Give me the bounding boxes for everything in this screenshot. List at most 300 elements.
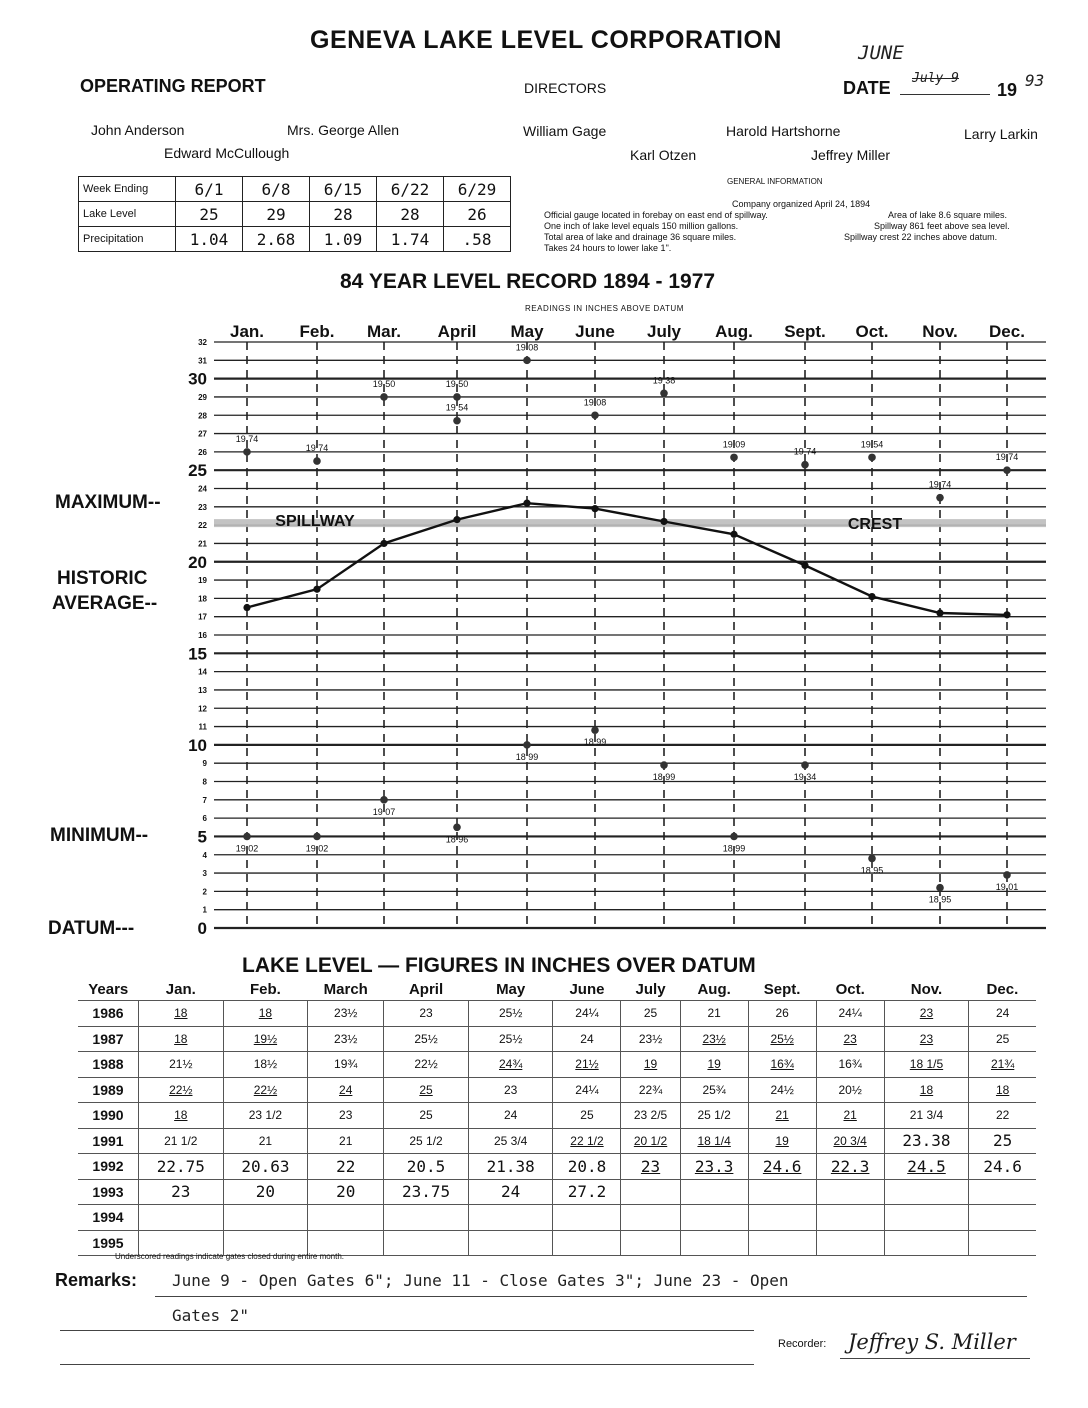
y-tick-label: 25 bbox=[188, 461, 207, 481]
y-tick-label: 12 bbox=[198, 704, 207, 714]
level-cell: 23.3 bbox=[680, 1154, 748, 1180]
level-cell: 23 bbox=[468, 1077, 553, 1103]
level-cell: 24½ bbox=[748, 1077, 816, 1103]
lake-level-cell: 29 bbox=[243, 202, 310, 227]
maximum-record-year: 19 74 bbox=[995, 452, 1019, 463]
minimum-record-point bbox=[730, 833, 738, 841]
lake-level-cell: 28 bbox=[310, 202, 377, 227]
years-header: Years bbox=[88, 980, 129, 998]
row-label: Week Ending bbox=[79, 177, 176, 202]
month-tick-label: Jan. bbox=[229, 322, 265, 341]
level-cell: 24¼ bbox=[553, 1001, 621, 1027]
general-info-line: Takes 24 hours to lower lake 1". bbox=[544, 243, 672, 253]
level-cell: 21 3/4 bbox=[884, 1103, 969, 1129]
level-cell: 18 1/4 bbox=[680, 1128, 748, 1154]
level-cell: 22½ bbox=[384, 1052, 469, 1078]
level-cell bbox=[816, 1230, 884, 1256]
year-cell: 1991 bbox=[78, 1128, 139, 1154]
average-point bbox=[1003, 611, 1010, 618]
month-header: Nov. bbox=[910, 980, 943, 998]
level-cell: 25 1/2 bbox=[680, 1103, 748, 1129]
director-name: Harold Hartshorne bbox=[726, 123, 841, 139]
maximum-record-year: 19 50 bbox=[445, 378, 469, 389]
y-tick-label: 28 bbox=[198, 411, 207, 421]
recorder-label: Recorder: bbox=[778, 1338, 827, 1350]
lake-level-table bbox=[78, 978, 1036, 1256]
maximum-record-point bbox=[936, 494, 944, 502]
average-point bbox=[660, 518, 667, 525]
level-cell bbox=[816, 1179, 884, 1205]
minimum-record-year: 18 95 bbox=[860, 865, 884, 876]
week-ending-cell: 6/15 bbox=[310, 177, 377, 202]
minimum-record-point bbox=[523, 741, 531, 749]
month-tick-label: Mar. bbox=[366, 322, 402, 341]
level-cell: 18 bbox=[139, 1001, 224, 1027]
year-cell: 1987 bbox=[78, 1026, 139, 1052]
average-point bbox=[243, 604, 250, 611]
level-cell: 21½ bbox=[139, 1052, 224, 1078]
lake-level-row bbox=[78, 1026, 1036, 1052]
level-cell: 19¾ bbox=[308, 1052, 384, 1078]
precipitation-cell: 1.09 bbox=[310, 227, 377, 252]
minimum-record-point bbox=[591, 726, 599, 734]
level-cell: 22½ bbox=[139, 1077, 224, 1103]
level-cell bbox=[969, 1205, 1036, 1231]
general-info-heading: GENERAL INFORMATION bbox=[727, 177, 823, 186]
maximum-record-year: 19 54 bbox=[445, 402, 469, 413]
level-cell: 25½ bbox=[748, 1026, 816, 1052]
month-tick-label: Feb. bbox=[299, 322, 335, 341]
lake-level-row bbox=[78, 1154, 1036, 1180]
maximum-record-year: 19 08 bbox=[515, 342, 539, 353]
month-header: Feb. bbox=[249, 980, 281, 998]
precipitation-cell: 1.04 bbox=[176, 227, 243, 252]
month-tick-label: April bbox=[437, 322, 477, 341]
recorder-signature: Jeffrey S. Miller bbox=[848, 1330, 1016, 1354]
remarks-rule bbox=[155, 1296, 1027, 1297]
level-cell: 27.2 bbox=[553, 1179, 621, 1205]
maximum-record-point bbox=[1003, 466, 1011, 474]
year-cell: 1993 bbox=[78, 1179, 139, 1205]
general-info-line: Company organized April 24, 1894 bbox=[732, 199, 871, 209]
level-cell bbox=[748, 1230, 816, 1256]
level-cell: 23½ bbox=[308, 1026, 384, 1052]
year-cell: 1992 bbox=[78, 1154, 139, 1180]
level-cell bbox=[223, 1205, 308, 1231]
maximum-record-point bbox=[380, 393, 388, 401]
minimum-record-year: 19 02 bbox=[305, 843, 329, 854]
y-tick-label: 0 bbox=[197, 919, 207, 938]
general-info-line: Area of lake 8.6 square miles. bbox=[888, 210, 1008, 220]
level-cell: 24.6 bbox=[748, 1154, 816, 1180]
level-cell bbox=[468, 1230, 553, 1256]
maximum-record-point bbox=[660, 389, 668, 397]
average-point bbox=[868, 593, 875, 600]
date-year: 93 bbox=[1025, 71, 1045, 90]
minimum-record-point bbox=[1003, 871, 1011, 879]
date-year-prefix: 19 bbox=[997, 80, 1018, 100]
month-header: Sept. bbox=[763, 980, 801, 998]
y-tick-label: 24 bbox=[198, 484, 207, 494]
level-cell: 18 bbox=[884, 1077, 969, 1103]
director-name: John Anderson bbox=[91, 122, 185, 138]
y-tick-label: 6 bbox=[202, 814, 207, 824]
maximum-record-point bbox=[313, 457, 321, 465]
minimum-record-year: 18 95 bbox=[928, 894, 952, 905]
level-cell: 25¾ bbox=[680, 1077, 748, 1103]
chart-title: 84 YEAR LEVEL RECORD 1894 - 1977 bbox=[340, 270, 716, 293]
precipitation-cell: .58 bbox=[444, 227, 511, 252]
level-cell: 25 bbox=[553, 1103, 621, 1129]
level-cell: 25 bbox=[384, 1077, 469, 1103]
level-cell bbox=[680, 1179, 748, 1205]
lake-level-footnote: Underscored readings indicate gates closed during entire month. bbox=[115, 1252, 345, 1261]
level-cell bbox=[969, 1230, 1036, 1256]
month-header: Aug. bbox=[697, 980, 731, 998]
level-cell bbox=[680, 1205, 748, 1231]
level-cell: 18 bbox=[969, 1077, 1036, 1103]
crest-label: CREST bbox=[847, 516, 903, 534]
level-cell: 20.63 bbox=[223, 1154, 308, 1180]
y-tick-label: 19 bbox=[198, 576, 207, 586]
maximum-record-year: 19 74 bbox=[793, 446, 817, 457]
level-cell: 25½ bbox=[468, 1026, 553, 1052]
level-cell: 22.75 bbox=[139, 1154, 224, 1180]
level-cell: 19 bbox=[748, 1128, 816, 1154]
director-name: Karl Otzen bbox=[630, 147, 697, 163]
week-ending-cell: 6/1 bbox=[176, 177, 243, 202]
lake-level-row bbox=[78, 1103, 1036, 1129]
month-header: March bbox=[323, 980, 368, 998]
minimum-record-year: 18 96 bbox=[445, 834, 469, 845]
month-header: Oct. bbox=[835, 980, 865, 998]
month-header: June bbox=[569, 980, 605, 998]
level-cell: 18 bbox=[223, 1001, 308, 1027]
level-cell: 18 bbox=[139, 1103, 224, 1129]
level-cell: 24 bbox=[308, 1077, 384, 1103]
level-cell: 23½ bbox=[308, 1001, 384, 1027]
y-tick-label: 29 bbox=[198, 392, 207, 402]
average-point bbox=[936, 609, 943, 616]
level-cell: 22½ bbox=[223, 1077, 308, 1103]
lake-level-title: LAKE LEVEL — FIGURES IN INCHES OVER DATUM bbox=[242, 954, 756, 977]
month-tick-label: Oct. bbox=[855, 322, 889, 341]
y-tick-label: 4 bbox=[202, 850, 207, 860]
minimum-label: MINIMUM-- bbox=[50, 825, 149, 846]
level-cell: 24.6 bbox=[969, 1154, 1036, 1180]
level-cell: 21 bbox=[680, 1001, 748, 1027]
month-header: April bbox=[408, 980, 444, 998]
level-cell: 19 bbox=[680, 1052, 748, 1078]
y-tick-label: 8 bbox=[202, 777, 207, 787]
level-cell bbox=[384, 1205, 469, 1231]
level-cell: 20.8 bbox=[553, 1154, 621, 1180]
level-cell: 23 bbox=[816, 1026, 884, 1052]
year-cell: 1989 bbox=[78, 1077, 139, 1103]
year-cell: 1994 bbox=[78, 1205, 139, 1231]
level-cell: 23 bbox=[308, 1103, 384, 1129]
year-cell: 1990 bbox=[78, 1103, 139, 1129]
maximum-record-year: 19 74 bbox=[235, 433, 259, 444]
level-cell bbox=[621, 1179, 680, 1205]
average-point bbox=[523, 500, 530, 507]
date-month-crossed-out: July 9 bbox=[912, 71, 959, 86]
average-point bbox=[591, 505, 598, 512]
maximum-record-point bbox=[453, 417, 461, 425]
level-cell bbox=[969, 1179, 1036, 1205]
signature-rule bbox=[840, 1358, 1030, 1359]
level-cell: 19½ bbox=[223, 1026, 308, 1052]
minimum-record-point bbox=[380, 796, 388, 804]
lake-level-row bbox=[78, 1077, 1036, 1103]
level-cell bbox=[680, 1230, 748, 1256]
y-tick-label: 18 bbox=[198, 594, 207, 604]
level-cell bbox=[553, 1205, 621, 1231]
director-name: Edward McCullough bbox=[164, 145, 290, 161]
director-name: Larry Larkin bbox=[964, 126, 1038, 142]
lake-level-cell: 28 bbox=[377, 202, 444, 227]
maximum-record-point bbox=[868, 454, 876, 462]
y-tick-label: 22 bbox=[198, 521, 207, 531]
y-tick-label: 26 bbox=[198, 447, 207, 457]
level-cell: 18½ bbox=[223, 1052, 308, 1078]
general-info-line: Official gauge located in forebay on east end of spillway. bbox=[544, 210, 768, 220]
y-tick-label: 31 bbox=[198, 356, 207, 366]
level-cell bbox=[621, 1205, 680, 1231]
remarks-rule bbox=[60, 1364, 754, 1365]
general-info-line: Spillway crest 22 inches above datum. bbox=[844, 232, 998, 242]
general-info-line: Total area of lake and drainage 36 square miles. bbox=[544, 232, 737, 242]
maximum-record-year: 19 74 bbox=[928, 479, 952, 490]
maximum-record-point bbox=[730, 454, 738, 462]
month-header: Jan. bbox=[165, 980, 196, 998]
historic-label: HISTORIC bbox=[57, 568, 148, 589]
y-tick-label: 27 bbox=[198, 429, 207, 439]
date-month-handwritten: JUNE bbox=[858, 42, 904, 64]
spillway-label: SPILLWAY bbox=[275, 513, 355, 531]
y-tick-label: 3 bbox=[202, 869, 207, 879]
level-cell: 22 bbox=[969, 1103, 1036, 1129]
level-cell bbox=[468, 1205, 553, 1231]
level-cell: 22 bbox=[308, 1154, 384, 1180]
level-cell: 21 bbox=[816, 1103, 884, 1129]
y-tick-label: 1 bbox=[202, 905, 207, 915]
level-cell: 23 bbox=[139, 1179, 224, 1205]
remarks-label: Remarks: bbox=[55, 1270, 138, 1290]
precipitation-cell: 1.74 bbox=[377, 227, 444, 252]
level-cell: 26 bbox=[748, 1001, 816, 1027]
level-cell: 23 bbox=[621, 1154, 680, 1180]
level-cell: 24.5 bbox=[884, 1154, 969, 1180]
y-tick-label: 16 bbox=[198, 631, 207, 640]
level-cell: 18 bbox=[139, 1026, 224, 1052]
maximum-label: MAXIMUM-- bbox=[55, 492, 161, 513]
level-cell bbox=[884, 1230, 969, 1256]
level-cell: 21¾ bbox=[969, 1052, 1036, 1078]
level-cell: 22 1/2 bbox=[553, 1128, 621, 1154]
level-cell bbox=[621, 1230, 680, 1256]
level-cell: 23 bbox=[884, 1026, 969, 1052]
level-cell: 22.3 bbox=[816, 1154, 884, 1180]
level-cell: 16¾ bbox=[816, 1052, 884, 1078]
level-cell bbox=[748, 1205, 816, 1231]
average-label: AVERAGE-- bbox=[52, 593, 158, 614]
lake-level-cell: 26 bbox=[444, 202, 511, 227]
level-cell: 20½ bbox=[816, 1077, 884, 1103]
level-cell: 24¼ bbox=[553, 1077, 621, 1103]
minimum-record-year: 18 99 bbox=[515, 751, 539, 762]
general-info-line: One inch of lake level equals 150 million gallons. bbox=[544, 221, 739, 231]
lake-level-row bbox=[78, 1052, 1036, 1078]
average-point bbox=[453, 516, 460, 523]
level-cell: 21 bbox=[308, 1128, 384, 1154]
level-cell: 23 bbox=[384, 1001, 469, 1027]
y-tick-label: 13 bbox=[198, 685, 207, 695]
lake-level-cell: 25 bbox=[176, 202, 243, 227]
report-title: OPERATING REPORT bbox=[80, 76, 266, 96]
minimum-record-point bbox=[243, 833, 251, 841]
level-cell: 19 bbox=[621, 1052, 680, 1078]
remarks-line-2: Gates 2" bbox=[172, 1306, 250, 1325]
average-point bbox=[380, 540, 387, 547]
week-ending-cell: 6/22 bbox=[377, 177, 444, 202]
y-tick-label: 10 bbox=[188, 735, 207, 755]
minimum-record-year: 18 99 bbox=[583, 737, 607, 748]
y-tick-label: 14 bbox=[198, 667, 207, 677]
maximum-record-year: 19 09 bbox=[722, 439, 746, 450]
y-tick-label: 9 bbox=[202, 759, 207, 769]
maximum-record-year: 19 54 bbox=[860, 439, 884, 450]
minimum-record-point bbox=[453, 823, 461, 831]
level-cell: 25½ bbox=[384, 1026, 469, 1052]
lake-level-row bbox=[78, 1179, 1036, 1205]
minimum-record-point bbox=[868, 855, 876, 863]
month-tick-label: Sept. bbox=[784, 322, 826, 341]
maximum-record-point bbox=[453, 393, 461, 401]
level-cell: 24¾ bbox=[468, 1052, 553, 1078]
y-tick-label: 21 bbox=[198, 539, 207, 549]
level-cell: 20 3/4 bbox=[816, 1128, 884, 1154]
level-cell bbox=[139, 1205, 224, 1231]
level-cell: 24 bbox=[468, 1103, 553, 1129]
minimum-record-year: 19 02 bbox=[235, 843, 259, 854]
y-tick-label: 17 bbox=[198, 612, 207, 622]
average-point bbox=[801, 562, 808, 569]
level-cell: 25 bbox=[621, 1001, 680, 1027]
level-cell: 25 bbox=[969, 1026, 1036, 1052]
y-tick-label: 20 bbox=[188, 552, 207, 572]
minimum-record-year: 19 07 bbox=[372, 806, 396, 817]
month-tick-label: July bbox=[646, 322, 682, 341]
maximum-record-year: 19 74 bbox=[305, 443, 329, 454]
lake-level-row bbox=[78, 1001, 1036, 1027]
row-label: Lake Level bbox=[79, 202, 176, 227]
year-cell: 1995 bbox=[78, 1230, 139, 1256]
y-tick-label: 7 bbox=[202, 795, 207, 805]
lake-level-header-row bbox=[78, 978, 1036, 1001]
month-header: Dec. bbox=[986, 980, 1019, 998]
level-cell bbox=[816, 1205, 884, 1231]
level-cell: 18 1/5 bbox=[884, 1052, 969, 1078]
level-cell bbox=[748, 1179, 816, 1205]
maximum-record-year: 19 38 bbox=[652, 375, 676, 386]
level-cell: 20 1/2 bbox=[621, 1128, 680, 1154]
y-tick-label: 2 bbox=[202, 887, 207, 897]
level-cell: 25½ bbox=[468, 1001, 553, 1027]
y-tick-label: 23 bbox=[198, 502, 207, 512]
maximum-record-point bbox=[243, 448, 251, 456]
level-cell: 25 1/2 bbox=[384, 1128, 469, 1154]
maximum-record-year: 19 08 bbox=[583, 397, 607, 408]
level-cell: 23 2/5 bbox=[621, 1103, 680, 1129]
level-cell: 23.75 bbox=[384, 1179, 469, 1205]
average-point bbox=[313, 586, 320, 593]
level-cell: 25 bbox=[969, 1128, 1036, 1154]
y-tick-label: 15 bbox=[188, 644, 207, 664]
director-name: Jeffrey Miller bbox=[811, 147, 891, 163]
level-cell: 21 bbox=[223, 1128, 308, 1154]
precipitation-cell: 2.68 bbox=[243, 227, 310, 252]
level-cell: 24 bbox=[553, 1026, 621, 1052]
level-cell: 20 bbox=[223, 1179, 308, 1205]
month-header: July bbox=[635, 980, 666, 998]
level-cell: 21 bbox=[748, 1103, 816, 1129]
y-tick-label: 11 bbox=[198, 722, 207, 732]
year-cell: 1986 bbox=[78, 1001, 139, 1027]
level-cell: 24¼ bbox=[816, 1001, 884, 1027]
date-label: DATE bbox=[843, 78, 891, 98]
level-cell bbox=[553, 1230, 621, 1256]
maximum-record-year: 19 50 bbox=[372, 378, 396, 389]
level-cell bbox=[308, 1205, 384, 1231]
level-cell: 24 bbox=[468, 1179, 553, 1205]
lake-level-row bbox=[78, 1128, 1036, 1154]
month-tick-label: Nov. bbox=[922, 322, 958, 341]
maximum-record-point bbox=[523, 357, 531, 365]
month-tick-label: Dec. bbox=[989, 322, 1025, 341]
month-header: May bbox=[496, 980, 526, 998]
level-cell: 23½ bbox=[621, 1026, 680, 1052]
level-cell: 23.38 bbox=[884, 1128, 969, 1154]
minimum-record-point bbox=[660, 761, 668, 769]
week-ending-cell: 6/29 bbox=[444, 177, 511, 202]
remarks-line-1: June 9 - Open Gates 6"; June 11 - Close Gates 3"; June 23 - Open bbox=[172, 1271, 789, 1290]
datum-label: DATUM--- bbox=[48, 918, 135, 939]
average-point bbox=[730, 531, 737, 538]
director-name: William Gage bbox=[523, 123, 607, 139]
level-cell: 23½ bbox=[680, 1026, 748, 1052]
lake-level-row bbox=[78, 1205, 1036, 1231]
year-cell: 1988 bbox=[78, 1052, 139, 1078]
month-tick-label: June bbox=[575, 322, 615, 341]
level-cell: 23 1/2 bbox=[223, 1103, 308, 1129]
level-cell: 24 bbox=[969, 1001, 1036, 1027]
directors-heading: DIRECTORS bbox=[524, 80, 607, 96]
minimum-record-point bbox=[936, 884, 944, 892]
level-cell: 25 3/4 bbox=[468, 1128, 553, 1154]
level-cell: 21½ bbox=[553, 1052, 621, 1078]
level-cell: 22¾ bbox=[621, 1077, 680, 1103]
minimum-record-year: 18 99 bbox=[722, 843, 746, 854]
level-cell: 21.38 bbox=[468, 1154, 553, 1180]
level-cell bbox=[884, 1179, 969, 1205]
level-cell: 20 bbox=[308, 1179, 384, 1205]
chart-subtitle: READINGS IN INCHES ABOVE DATUM bbox=[525, 304, 684, 313]
y-tick-label: 30 bbox=[188, 369, 207, 389]
minimum-record-point bbox=[313, 833, 321, 841]
general-info-line: Spillway 861 feet above sea level. bbox=[874, 221, 1010, 231]
week-ending-cell: 6/8 bbox=[243, 177, 310, 202]
